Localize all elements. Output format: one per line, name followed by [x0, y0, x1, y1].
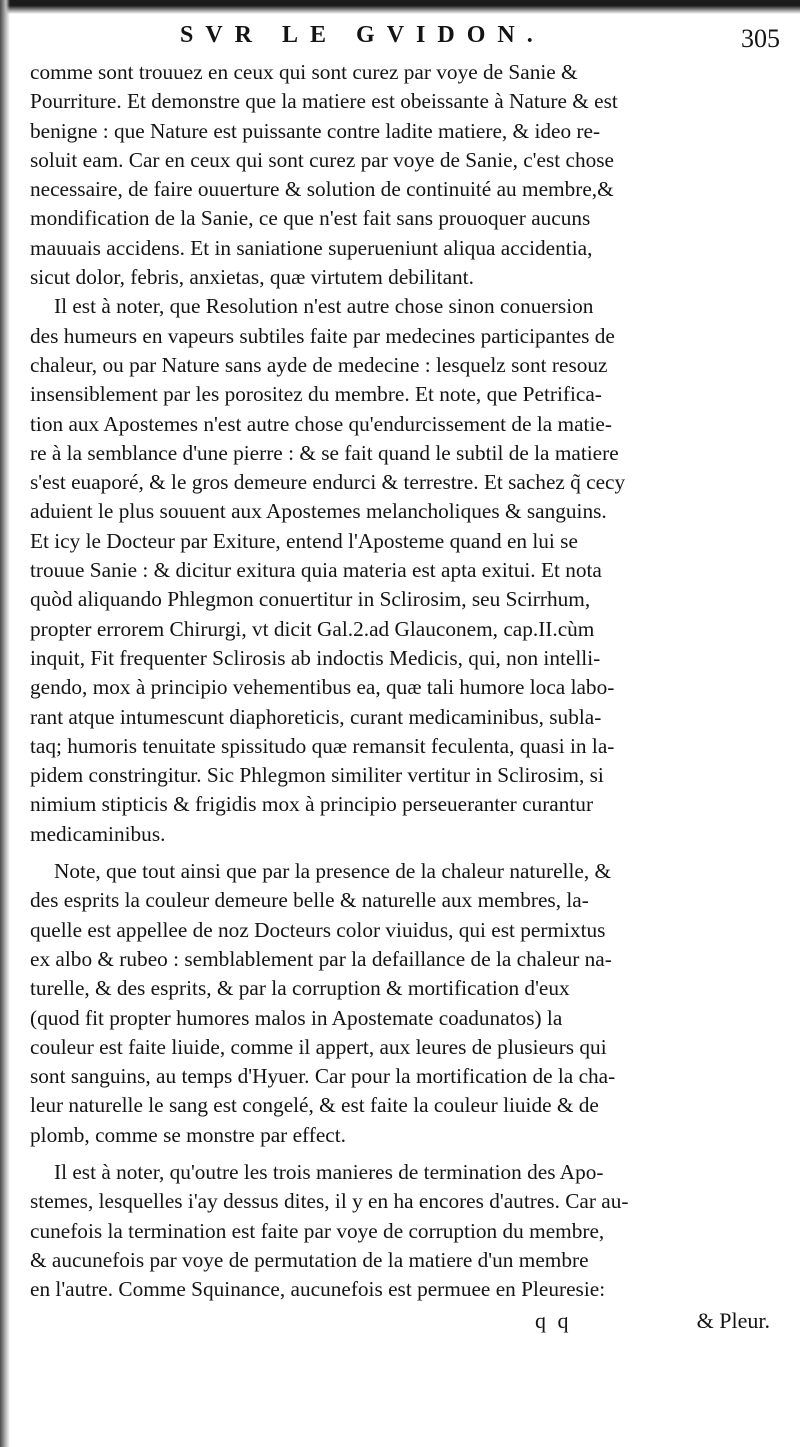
text-line: quelle est appellee de noz Docteurs color viuidus, qui est permixtus	[30, 917, 606, 942]
page-number: 305	[741, 24, 780, 53]
text-line: cunefois la termination est faite par voye de corruption du membre,	[30, 1218, 605, 1243]
text-line: gendo, mox à principio vehementibus ea, quæ tali humore loca labo-	[30, 675, 615, 700]
paragraph-gap	[30, 1150, 770, 1158]
paragraph-1	[30, 58, 770, 292]
text-line: des esprits la couleur demeure belle & naturelle aux membres, la-	[30, 888, 589, 913]
paragraph-3	[30, 857, 770, 1150]
text-line: des humeurs en vapeurs subtiles faite par medecines participantes de	[30, 323, 615, 348]
text-line: sont sanguins, au temps d'Hyuer. Car pour la mortification de la cha-	[30, 1064, 616, 1089]
text-line: Note, que tout ainsi que par la presence de la chaleur naturelle, &	[54, 859, 612, 884]
text-line: comme sont trouuez en ceux qui sont curez par voye de Sanie &	[30, 60, 578, 84]
text-line: Il est à noter, qu'outre les trois manieres de termination des Apo-	[54, 1159, 604, 1184]
text-line: plomb, comme se monstre par effect.	[30, 1122, 347, 1147]
body-text	[30, 58, 770, 1304]
text-line: quòd aliquando Phlegmon conuertitur in Sclirosim, seu Scirrhum,	[30, 587, 591, 612]
text-line: ex albo & rubeo : semblablement par la defaillance de la chaleur na-	[30, 946, 612, 971]
text-line: mondification de la Sanie, ce que n'est fait sans prouoquer aucuns	[30, 206, 591, 231]
scan-gutter-shadow	[0, 0, 10, 1447]
text-line: nimium stipticis & frigidis mox à principio perseueranter curantur	[30, 792, 594, 817]
text-line: chaleur, ou par Nature sans ayde de medecine : lesquelz sont resouz	[30, 352, 608, 377]
text-line: turelle, & des esprits, & par la corruption & mortification d'eux	[30, 976, 570, 1001]
text-line: tion aux Apostemes n'est autre chose qu'endurcissement de la matie-	[30, 411, 612, 436]
paragraph-4	[30, 1158, 770, 1304]
text-line: medicaminibus.	[30, 821, 166, 846]
scan-top-shadow	[0, 0, 800, 14]
text-line: propter errorem Chirurgi, vt dicit Gal.2.ad Glauconem, cap.II.cùm	[30, 616, 595, 641]
text-line: stemes, lesquelles i'ay dessus dites, il y en ha encores d'autres. Car au-	[30, 1189, 629, 1214]
text-line: Et icy le Docteur par Exiture, entend l'Aposteme quand en lui se	[30, 528, 578, 553]
text-line: s'est euaporé, & le gros demeure endurci & terrestre. Et sachez q̃ cecy	[30, 470, 626, 495]
text-line: & aucunefois par voye de permutation de la matiere d'un membre	[30, 1247, 589, 1272]
text-line: sicut dolor, febris, anxietas, quæ virtutem debilitant.	[30, 265, 474, 290]
page-header	[30, 22, 780, 58]
text-line: benigne : que Nature est puissante contre ladite matiere, & ideo re-	[30, 118, 601, 143]
text-line: trouue Sanie : & dicitur exitura quia materia est apta exitui. Et nota	[30, 558, 602, 583]
text-line: mauuais accidens. Et in saniatione superueniunt aliqua accidentia,	[30, 235, 593, 260]
text-line: aduient le plus souuent aux Apostemes melancholiques & sanguins.	[30, 499, 607, 524]
text-line: Il est à noter, que Resolution n'est autre chose sinon conuersion	[54, 294, 594, 319]
running-head: SVR LE GVIDON.	[180, 22, 545, 48]
text-line: soluit eam. Car en ceux qui sont curez par voye de Sanie, c'est chose	[30, 147, 614, 172]
paragraph-gap	[30, 849, 770, 857]
text-line: rant atque intumescunt diaphoreticis, curant medicaminibus, subla-	[30, 704, 602, 729]
text-line: Pourriture. Et demonstre que la matiere est obeissante à Nature & est	[30, 89, 618, 114]
paragraph-2	[30, 292, 770, 849]
page-footer	[30, 1308, 770, 1342]
text-line: necessaire, de faire ouuerture & solution de continuité au membre,&	[30, 177, 614, 202]
text-line: (quod fit propter humores malos in Apostemate coadunatos) la	[30, 1005, 563, 1030]
text-line: insensiblement par les porositez du membre. Et note, que Petrifica-	[30, 382, 602, 407]
text-line: taq; humoris tenuitate spissitudo quæ remansit feculenta, quasi in la-	[30, 733, 615, 758]
text-line: leur naturelle le sang est congelé, & est faite la couleur liuide & de	[30, 1093, 599, 1118]
text-line: pidem constringitur. Sic Phlegmon similiter vertitur in Sclirosim, si	[30, 763, 604, 788]
signature-mark: q q	[535, 1308, 572, 1334]
catchword: & Pleur.	[696, 1308, 770, 1334]
text-line: couleur est faite liuide, comme il appert, aux leures de plusieurs qui	[30, 1034, 607, 1059]
text-line: en l'autre. Comme Squinance, aucunefois est permuee en Pleuresie:	[30, 1277, 606, 1302]
book-page	[30, 22, 780, 1342]
text-line: inquit, Fit frequenter Sclirosis ab indoctis Medicis, qui, non intelli-	[30, 645, 601, 670]
text-line: re à la semblance d'une pierre : & se fait quand le subtil de la matiere	[30, 440, 619, 465]
